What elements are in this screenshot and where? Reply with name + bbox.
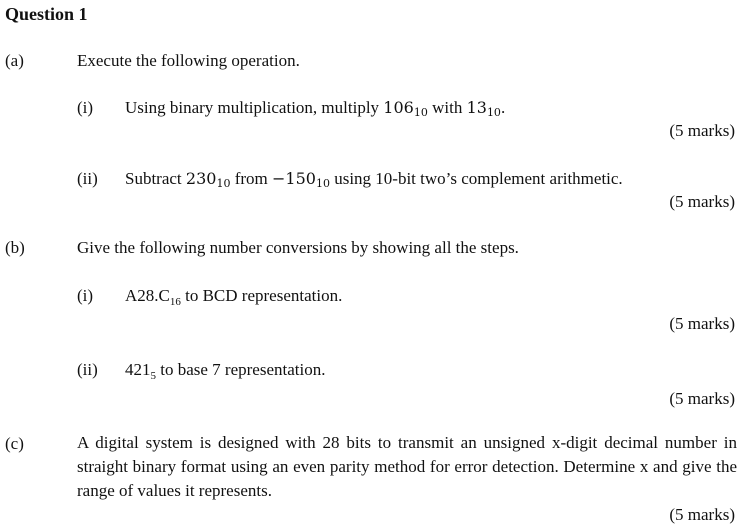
part-b-ii-value: 421 xyxy=(125,360,151,379)
part-b-ii-question xyxy=(125,359,325,383)
part-a-ii-num1: $230_{10}$ xyxy=(185,169,231,190)
part-a-ii-question xyxy=(125,168,623,191)
part-b-i-marks: (5 marks) xyxy=(669,314,735,333)
part-a-i-question xyxy=(125,97,505,120)
part-a-i-text-mid: with xyxy=(427,98,467,117)
part-b-i-question xyxy=(125,285,342,309)
part-a-i-marks: (5 marks) xyxy=(669,121,735,140)
part-a-ii-text-before: Subtract xyxy=(125,169,186,188)
part-a-i-label: (i) xyxy=(77,98,94,117)
part-b-i-text-after: to BCD representation. xyxy=(180,286,343,305)
part-c-text: A digital system is designed with 28 bits to transmit an unsigned x-digit decimal number in straight binary format using an even parity method for error detection. Determine x and give the range of values it represents. xyxy=(77,433,737,500)
part-b-ii-text-after: to base 7 representation. xyxy=(156,360,326,379)
part-a-label: (a) xyxy=(5,51,24,70)
part-a-ii-label: (ii) xyxy=(77,169,98,188)
part-b-i-value: A28.C xyxy=(125,286,170,305)
part-a-instruction: Execute the following operation. xyxy=(77,51,300,70)
part-b-instruction: Give the following number conversions by showing all the steps. xyxy=(77,238,519,257)
part-a-i-num2: $13_{10}$ xyxy=(466,98,501,119)
part-b-i-base: 16 xyxy=(169,296,181,308)
part-a-ii-num2: $-150_{10}$ xyxy=(272,169,330,190)
question-title: Question 1 xyxy=(5,4,88,24)
part-b-ii-base: 5 xyxy=(150,370,156,382)
part-a-i-num1: $106_{10}$ xyxy=(383,98,428,119)
part-a-i-text-after: . xyxy=(500,98,506,117)
part-a-ii-text-mid: from xyxy=(230,169,272,188)
part-b-ii-marks: (5 marks) xyxy=(669,389,735,408)
part-c-label: (c) xyxy=(5,434,24,453)
part-b-i-label: (i) xyxy=(77,286,94,305)
part-a-i-text-before: Using binary multiplication, multiply xyxy=(125,98,384,117)
part-a-ii-text-after: using 10-bit two’s complement arithmetic. xyxy=(329,169,623,188)
part-c-marks: (5 marks) xyxy=(669,505,735,524)
part-b-ii-label: (ii) xyxy=(77,360,98,379)
part-b-label: (b) xyxy=(5,238,25,257)
part-a-ii-marks: (5 marks) xyxy=(669,192,735,211)
